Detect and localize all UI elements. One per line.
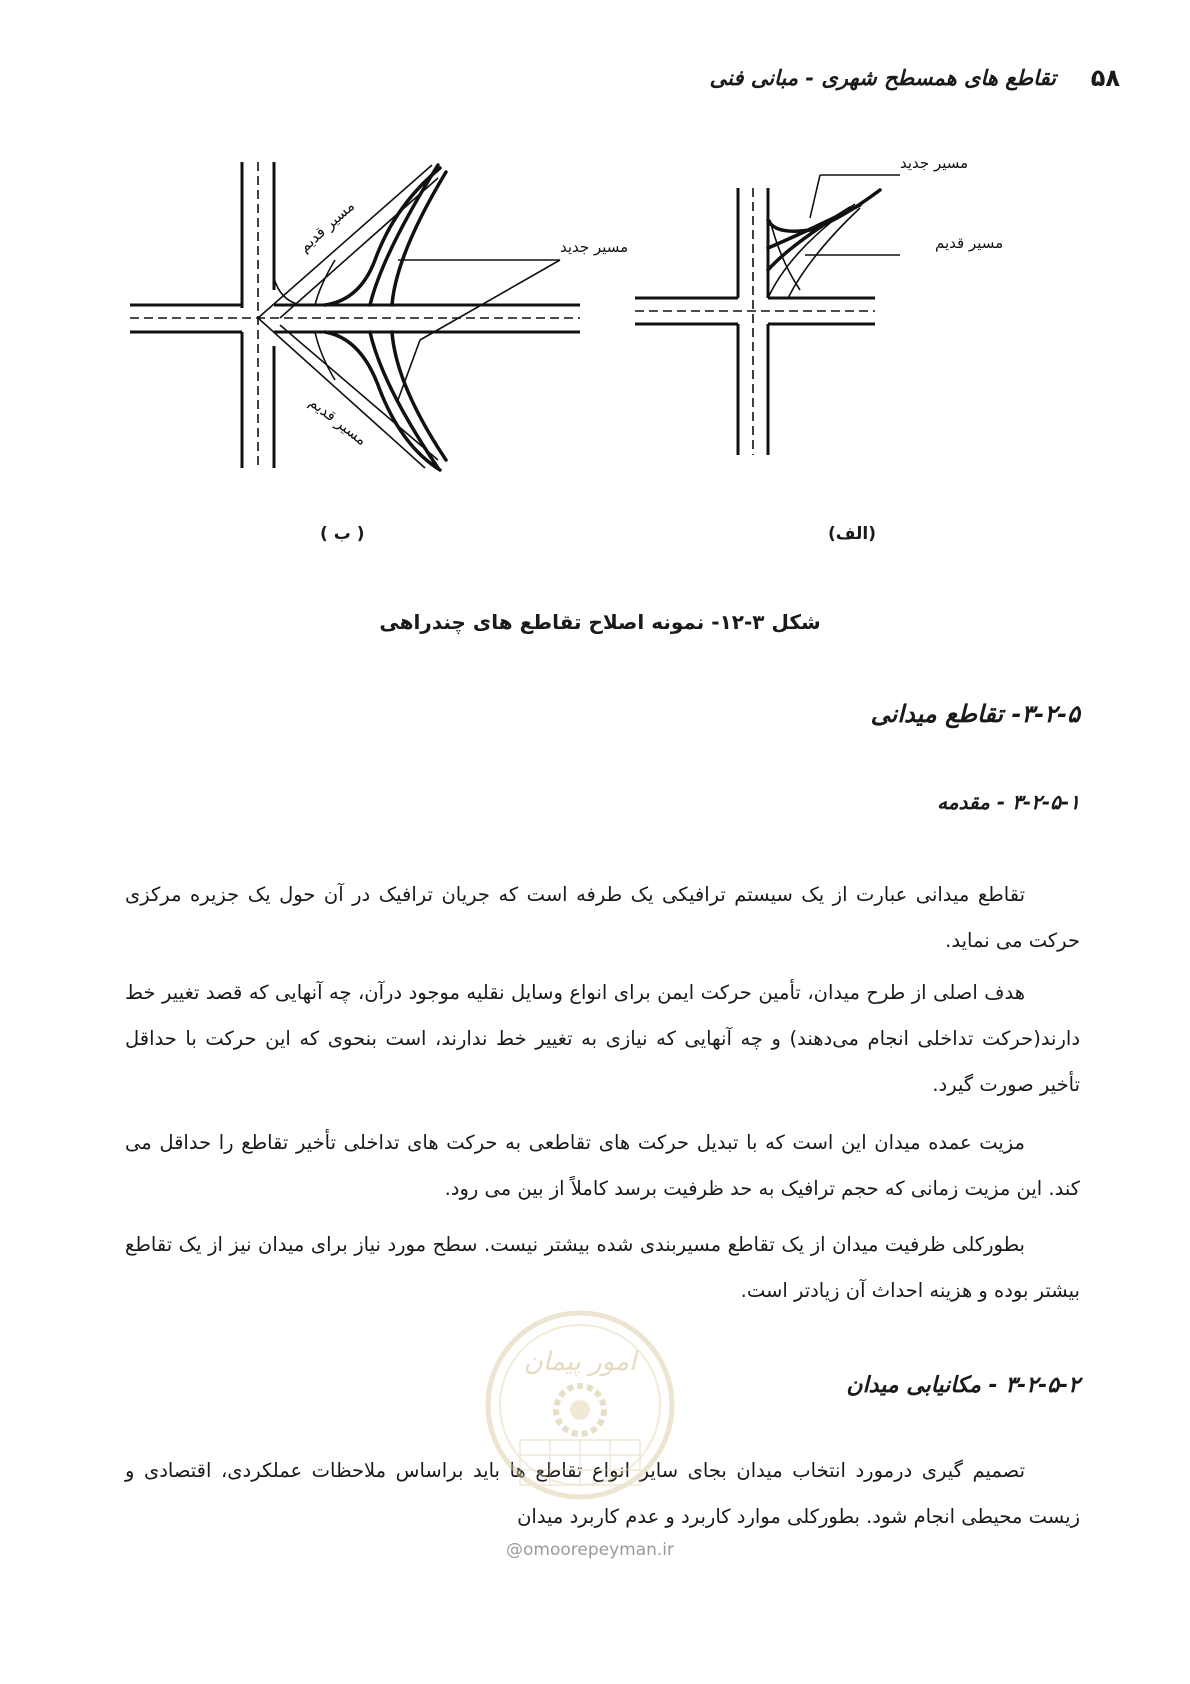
panel-b-label: ( ب ) xyxy=(320,524,365,544)
section-heading: ۳-۲-۵- تقاطع میدانی xyxy=(870,700,1080,728)
subsection-heading-location: ۳-۲-۵-۲ - مکانیابی میدان xyxy=(846,1373,1080,1398)
panel-a-label: (الف) xyxy=(828,524,876,544)
watermark-at-icon: @ xyxy=(505,1540,523,1560)
paragraph-advantage xyxy=(125,1120,1080,1212)
watermark-site-text: omoorepeyman.ir xyxy=(522,1540,675,1560)
watermark-seal-icon xyxy=(480,1300,680,1510)
paragraph-text: تقاطع میدانی عبارت از یک سیستم ترافیکی یک طرفه است که جریان ترافیک در آن حول یک جزیره مرکزی حرکت می نماید. xyxy=(125,883,1080,952)
intersection-diagrams xyxy=(120,160,1080,550)
watermark-logo xyxy=(480,1300,680,1510)
watermark-site xyxy=(490,1540,690,1560)
running-title: تقاطع های همسطح شهری - مبانی فنی xyxy=(709,66,1056,90)
paragraph-text: هدف اصلی از طرح میدان، تأمین حرکت ایمن برای انواع وسایل نقلیه موجود درآن، چه آنهایی که قصد تغییر خط دارند(حرکت تداخلی انجام می‌دهند) و چه آنهایی که نیازی به تغییر خط ندارند، است بنحوی که این حرکت با حداقل تأخیر صورت گیرد. xyxy=(125,981,1080,1096)
subsection-heading-intro: ۳-۲-۵-۱ - مقدمه xyxy=(937,790,1080,814)
panel-b-new-route-label: مسیر جدید xyxy=(560,238,629,256)
watermark-logo-text: امور پیمان xyxy=(523,1347,637,1377)
panel-b-old-route-bottom-label: مسیر قدیم xyxy=(305,392,371,450)
paragraph-text: مزیت عمده میدان این است که با تبدیل حرکت های تقاطعی به حرکت های تداخلی تأخیر تقاطع را حداقل می کند. این مزیت زمانی که حجم ترافیک به حد ظرفیت برسد کاملاً از بین می رود. xyxy=(125,1131,1080,1200)
paragraph-objective xyxy=(125,970,1080,1108)
paragraph-definition xyxy=(125,872,1080,964)
panel-b-old-route-top-label: مسیر قدیم xyxy=(295,196,359,256)
paragraph-text: تصمیم گیری درمورد انتخاب میدان بجای سایر انواع تقاطع ها باید براساس ملاحظات عملکردی، اقتصادی و زیست محیطی انجام شود. بطورکلی موارد کاربرد و عدم کاربرد میدان xyxy=(125,1459,1080,1528)
intersection-figure xyxy=(120,160,1080,550)
paragraph-text: بطورکلی ظرفیت میدان از یک تقاطع مسیربندی شده بیشتر نیست. سطح مورد نیاز برای میدان نیز از یک تقاطع بیشتر بوده و هزینه احداث آن زیادتر است. xyxy=(125,1233,1080,1302)
figure-caption: شکل ۳-۱۲- نمونه اصلاح تقاطع های چندراهی xyxy=(379,610,821,634)
page-number: ۵۸ xyxy=(1090,64,1120,92)
panel-b-diagram xyxy=(130,162,628,470)
panel-a-diagram xyxy=(635,160,1003,455)
panel-a-old-route-label: مسیر قدیم xyxy=(935,234,1004,252)
panel-a-new-route-label: مسیر جدید xyxy=(900,160,969,172)
running-header xyxy=(620,64,1120,98)
